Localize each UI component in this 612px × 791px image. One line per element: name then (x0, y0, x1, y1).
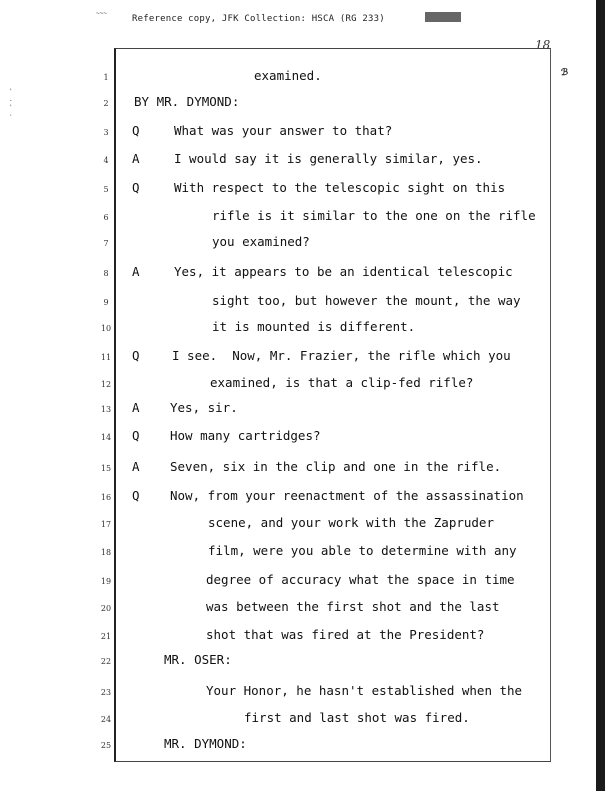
page-number: 18 (535, 38, 551, 52)
transcript-line: examined, is that a clip-fed rifle? (210, 375, 474, 390)
margin-scribble: ℬ (561, 68, 569, 78)
transcript-line: film, were you able to determine with any (208, 543, 517, 558)
line-number: 11 (100, 353, 112, 362)
line-number: 15 (100, 464, 112, 473)
line-number: 1 (103, 73, 109, 82)
speaker-label: A (132, 400, 140, 415)
speaker-label: Q (132, 428, 140, 443)
transcript-line: With respect to the telescopic sight on this (174, 180, 506, 195)
line-number: 7 (103, 239, 109, 248)
speaker-label: A (132, 459, 140, 474)
transcript-line: How many cartridges? (170, 428, 321, 443)
reference-header: Reference copy, JFK Collection: HSCA (RG 233) (132, 14, 385, 24)
corner-mark: ~~~ (96, 10, 107, 17)
transcript-line: Now, from your reenactment of the assassination (170, 488, 524, 503)
line-number: 9 (103, 298, 109, 307)
line-number: 14 (100, 433, 112, 442)
line-number: 5 (103, 185, 109, 194)
transcript-line: I would say it is generally similar, yes. (174, 151, 483, 166)
speaker-label: Q (132, 123, 140, 138)
scan-edge-bar (596, 0, 605, 791)
transcript-line: I see. Now, Mr. Frazier, the rifle which you (172, 348, 511, 363)
line-number: 13 (100, 405, 112, 414)
transcript-line: rifle is it similar to the one on the rifle (212, 208, 536, 223)
transcript-line: Your Honor, he hasn't established when the (206, 683, 523, 698)
line-number: 22 (100, 657, 112, 666)
speaker-label: A (132, 264, 140, 279)
transcript-line: sight too, but however the mount, the way (212, 293, 521, 308)
speaker-label: A (132, 151, 140, 166)
transcript-line: What was your answer to that? (174, 123, 393, 138)
line-number: 18 (100, 548, 112, 557)
line-number: 21 (100, 632, 112, 641)
transcript-line: first and last shot was fired. (244, 710, 470, 725)
line-number: 20 (100, 604, 112, 613)
transcript-line: BY MR. DYMOND: (134, 94, 240, 109)
line-number: 4 (103, 156, 109, 165)
line-number: 12 (100, 380, 112, 389)
margin-marks: ' . ' · (9, 88, 13, 119)
transcript-line: MR. DYMOND: (164, 736, 247, 751)
transcript-line: was between the first shot and the last (206, 599, 500, 614)
transcript-line: Yes, it appears to be an identical telescopic (174, 264, 513, 279)
transcript-line: degree of accuracy what the space in time (206, 572, 515, 587)
transcript-line: Seven, six in the clip and one in the rifle. (170, 459, 502, 474)
line-number: 6 (103, 213, 109, 222)
transcript-line: scene, and your work with the Zapruder (208, 515, 494, 530)
transcript-line: examined. (254, 68, 322, 83)
line-number: 24 (100, 715, 112, 724)
transcript-line: MR. OSER: (164, 652, 232, 667)
line-number: 23 (100, 688, 112, 697)
line-number: 8 (103, 269, 109, 278)
archive-stamp (425, 12, 461, 22)
transcript-line: you examined? (212, 234, 310, 249)
speaker-label: Q (132, 488, 140, 503)
speaker-label: Q (132, 348, 140, 363)
transcript-line: Yes, sir. (170, 400, 238, 415)
line-number: 10 (100, 324, 112, 333)
line-number: 3 (103, 128, 109, 137)
line-number: 17 (100, 520, 112, 529)
line-number: 16 (100, 493, 112, 502)
transcript-line: shot that was fired at the President? (206, 627, 485, 642)
speaker-label: Q (132, 180, 140, 195)
transcript-line: it is mounted is different. (212, 319, 416, 334)
line-number: 2 (103, 99, 109, 108)
line-number: 25 (100, 741, 112, 750)
line-number: 19 (100, 577, 112, 586)
